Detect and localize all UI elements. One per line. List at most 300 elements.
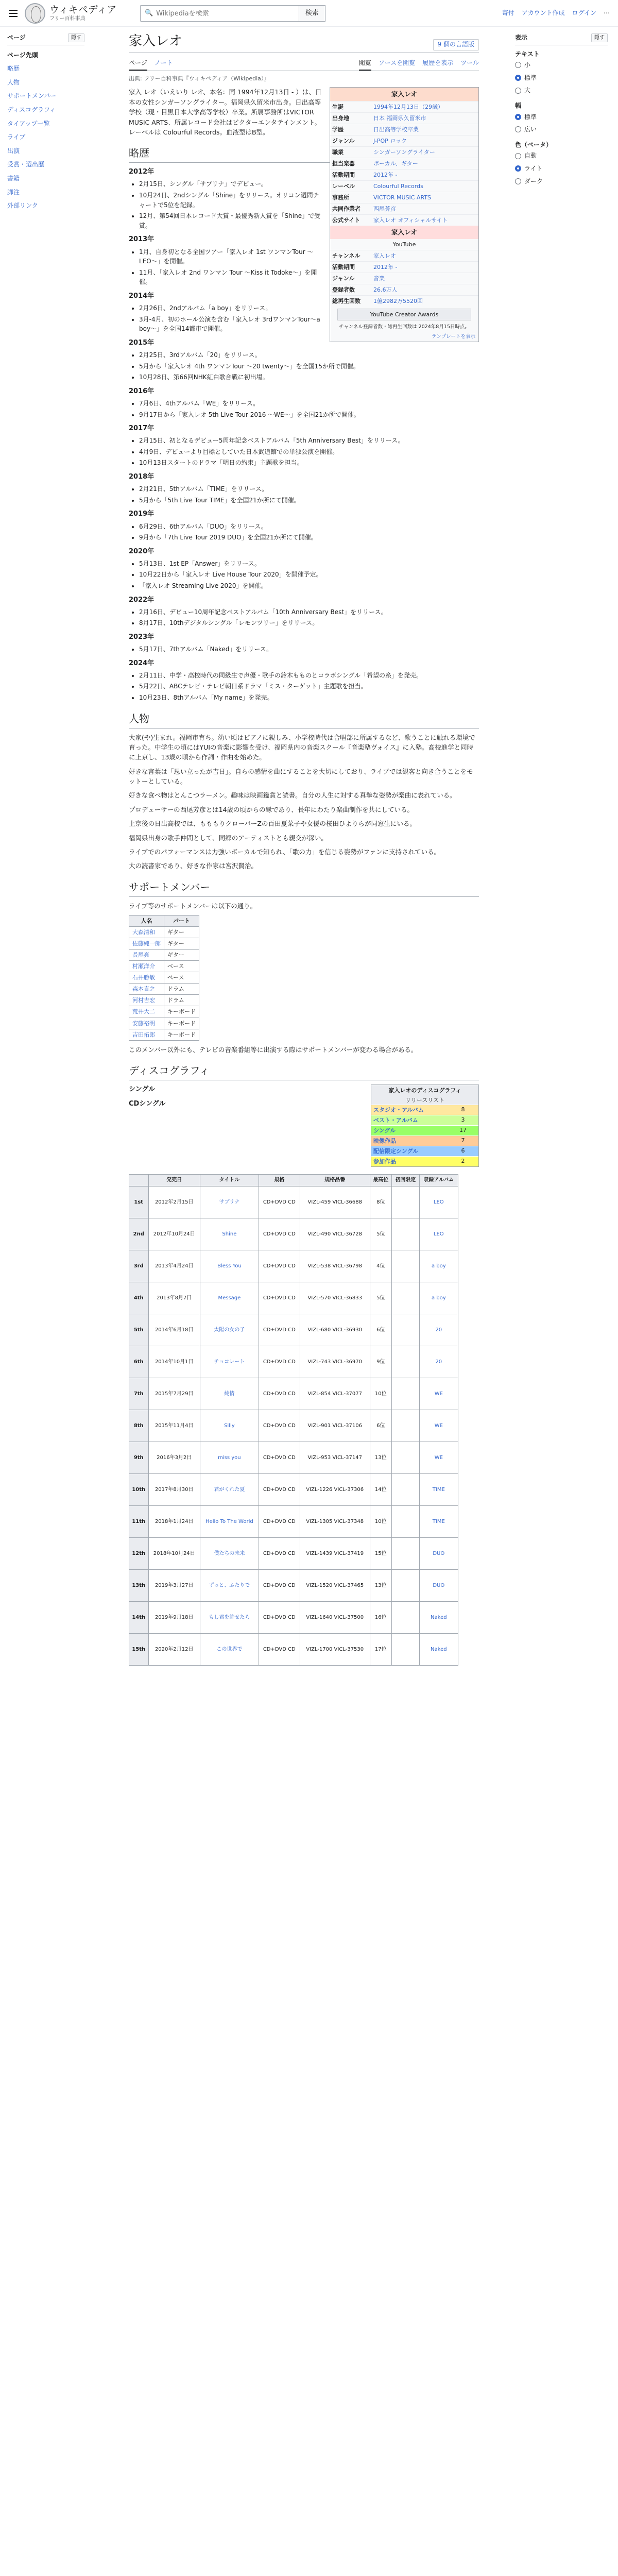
- page-title: 家入レオ: [129, 33, 183, 49]
- support-part: ドラム: [164, 984, 199, 995]
- single-cell: 6th: [129, 1346, 149, 1378]
- section-history-heading: 略歴: [129, 145, 479, 163]
- history-list: [139, 645, 479, 654]
- radio-icon[interactable]: [515, 153, 521, 159]
- single-cell: [391, 1346, 419, 1378]
- infobox-row: [330, 158, 478, 169]
- support-name[interactable]: 森本直之: [129, 984, 164, 995]
- single-row: [129, 1601, 458, 1633]
- text-size-label: 標準: [524, 74, 537, 81]
- history-item: • 2月15日、シングル「サブリナ」でデビュー。: [139, 179, 479, 189]
- history-item: • 4月9日、デビューより目標としていた日本武道館での単独公演を開催。: [139, 447, 479, 457]
- appearance-title: 表示: [515, 34, 528, 41]
- youtube-row: [330, 250, 478, 261]
- single-cell: 2020年2月12日: [148, 1633, 200, 1665]
- history-item: • 5月17日、7thアルバム「Naked」をリリース。: [139, 645, 479, 654]
- person-paragraph: 福岡県出身の歌手仲間として、同郷のアーティストとも親交が深い。: [129, 834, 328, 842]
- single-cell: VIZL-538 VICL-36798: [300, 1250, 370, 1282]
- history-list: [139, 607, 479, 628]
- discography-count-row: [371, 1146, 478, 1156]
- tab-tools[interactable]: ツール: [460, 59, 479, 66]
- search-icon: 🔍: [145, 9, 153, 17]
- infobox-key: 職業: [332, 149, 344, 156]
- single-cell[interactable]: Silly: [200, 1410, 259, 1442]
- infobox-key: レーベル: [332, 183, 355, 190]
- single-cell: CD+DVD CD: [259, 1186, 300, 1218]
- discography-type[interactable]: スタジオ・アルバム: [373, 1107, 424, 1114]
- single-cell[interactable]: DUO: [419, 1569, 458, 1601]
- history-item: • 10月13日スタートのドラマ「明日の約束」主題歌を担当。: [139, 458, 479, 468]
- history-item: • 5月22日、ABCテレビ・テレビ朝日系ドラマ「ミス・ターゲット」主題歌を担当。: [139, 682, 479, 691]
- support-row: [129, 972, 199, 984]
- tab-page[interactable]: ページ: [129, 56, 147, 71]
- discography-count: 6: [461, 1147, 465, 1155]
- width-option[interactable]: [515, 123, 608, 136]
- single-cell[interactable]: もし君を許せたら: [200, 1601, 259, 1633]
- discography-count-row: [371, 1136, 478, 1146]
- support-row: [129, 927, 199, 938]
- single-row: [129, 1378, 458, 1410]
- single-cell: 11th: [129, 1505, 149, 1537]
- support-name[interactable]: 吉田拓郎: [129, 1029, 164, 1040]
- single-cell: 10位: [370, 1378, 391, 1410]
- youtube-key: ジャンル: [332, 275, 355, 282]
- discography-count: 17: [459, 1127, 467, 1134]
- radio-icon[interactable]: [515, 88, 521, 94]
- radio-icon[interactable]: [515, 165, 521, 172]
- single-cell[interactable]: a boy: [419, 1250, 458, 1282]
- youtube-key: 総再生回数: [332, 297, 360, 304]
- single-cell: VIZL-953 VICL-37147: [300, 1442, 370, 1473]
- more-options-icon[interactable]: ⋯: [604, 9, 610, 16]
- infobox-ext-value[interactable]: 西尾芳彦: [373, 206, 396, 213]
- person-paragraph: プロデューサーの西尾芳彦とは14歳の頃からの縁であり、長年にわたり楽曲制作を共にしている。: [129, 805, 414, 814]
- singles-col-header: 初回限定: [391, 1175, 419, 1187]
- language-button[interactable]: 9 個の言語版: [433, 39, 479, 50]
- single-cell: CD+DVD CD: [259, 1218, 300, 1250]
- single-cell: 17位: [370, 1633, 391, 1665]
- infobox-row: [330, 146, 478, 158]
- toc-item[interactable]: 脚注: [7, 188, 20, 196]
- site-logo[interactable]: [25, 3, 116, 24]
- singles-heading: シングル: [129, 1085, 156, 1093]
- infobox-value[interactable]: 1994年12月13日（29歳）: [373, 103, 443, 110]
- toc-item[interactable]: タイアップ一覧: [7, 120, 50, 127]
- single-cell: [391, 1250, 419, 1282]
- toc-item[interactable]: 出演: [7, 147, 20, 155]
- discography-count-row: [371, 1105, 478, 1115]
- single-row: [129, 1505, 458, 1537]
- history-item: • 1月、自身初となる全国ツアー「家入レオ 1st ワンマンTour ～LEO～」を開催。: [139, 247, 479, 266]
- site-title: ウィキペディア: [49, 4, 117, 15]
- tab-history[interactable]: 履歴を表示: [422, 59, 454, 66]
- color-option[interactable]: [515, 149, 608, 162]
- toc-item[interactable]: サポートメンバー: [7, 92, 57, 100]
- page-tabs: [129, 56, 479, 72]
- single-cell: 2015年7月29日: [148, 1378, 200, 1410]
- single-cell: CD+DVD CD: [259, 1569, 300, 1601]
- infobox-key: 事務所: [332, 194, 349, 201]
- history-year-heading: 2024年: [129, 659, 154, 667]
- infobox: [330, 87, 479, 342]
- single-cell: CD+DVD CD: [259, 1537, 300, 1569]
- history-list: [139, 559, 479, 591]
- single-cell: 13位: [370, 1442, 391, 1473]
- toc-item[interactable]: 人物: [7, 78, 20, 86]
- single-cell: 14th: [129, 1601, 149, 1633]
- infobox-value[interactable]: 日出高等学校卒業: [373, 126, 419, 133]
- toc-item[interactable]: ページ先頭: [7, 51, 38, 59]
- single-cell: VIZL-1520 VICL-37465: [300, 1569, 370, 1601]
- single-cell: 2nd: [129, 1218, 149, 1250]
- single-cell: VIZL-1640 VICL-37500: [300, 1601, 370, 1633]
- single-cell[interactable]: DUO: [419, 1537, 458, 1569]
- single-row: [129, 1314, 458, 1346]
- single-cell: VIZL-854 VICL-37077: [300, 1378, 370, 1410]
- tab-read[interactable]: 閲覧: [359, 56, 371, 71]
- singles-col-header: [129, 1175, 149, 1187]
- section-support-heading: サポートメンバー: [129, 879, 479, 897]
- discography-type[interactable]: シングル: [373, 1127, 396, 1134]
- create-account-link[interactable]: アカウント作成: [521, 9, 565, 16]
- discography-type[interactable]: 参加作品: [373, 1158, 396, 1165]
- radio-icon[interactable]: [515, 114, 521, 120]
- radio-icon[interactable]: [515, 178, 521, 184]
- radio-icon[interactable]: [515, 75, 521, 81]
- single-cell[interactable]: Naked: [419, 1601, 458, 1633]
- single-cell: CD+DVD CD: [259, 1282, 300, 1314]
- single-cell[interactable]: サブリナ: [200, 1186, 259, 1218]
- support-col-name: 人名: [129, 916, 164, 927]
- single-cell[interactable]: チョコレート: [200, 1346, 259, 1378]
- infobox-ext-value[interactable]: 家入レオ オフィシャルサイト: [373, 217, 448, 224]
- single-cell[interactable]: TIME: [419, 1473, 458, 1505]
- single-cell: 5位: [370, 1282, 391, 1314]
- discography-box-title: 家入レオのディスコグラフィ: [371, 1085, 478, 1096]
- single-cell[interactable]: 僕たちの未来: [200, 1537, 259, 1569]
- history-year-heading: 2018年: [129, 473, 154, 481]
- youtube-row: [330, 284, 478, 295]
- single-cell[interactable]: WE: [419, 1410, 458, 1442]
- infobox-value[interactable]: 2012年 -: [373, 172, 398, 179]
- single-cell[interactable]: LEO: [419, 1218, 458, 1250]
- single-cell[interactable]: WE: [419, 1378, 458, 1410]
- single-cell: [391, 1186, 419, 1218]
- toc-item[interactable]: ライブ: [7, 133, 26, 141]
- toc-item[interactable]: 受賞・選出歴: [7, 161, 45, 168]
- color-option[interactable]: [515, 175, 608, 188]
- section-person-heading: 人物: [129, 711, 479, 728]
- single-cell[interactable]: 君がくれた夏: [200, 1473, 259, 1505]
- main-menu-icon[interactable]: [7, 7, 20, 20]
- wikipedia-globe-icon: [25, 3, 45, 24]
- discography-count-row: [371, 1156, 478, 1166]
- singles-col-header: タイトル: [200, 1175, 259, 1187]
- infobox-key: 学歴: [332, 126, 344, 133]
- support-part: ギター: [164, 950, 199, 961]
- single-cell[interactable]: miss you: [200, 1442, 259, 1473]
- single-cell[interactable]: LEO: [419, 1186, 458, 1218]
- history-list: [139, 484, 479, 505]
- single-cell: 14位: [370, 1473, 391, 1505]
- single-cell[interactable]: 純情: [200, 1378, 259, 1410]
- support-part: キーボード: [164, 1029, 199, 1040]
- history-item: • 「家入レオ Streaming Live 2020」を開催。: [139, 581, 479, 591]
- single-cell[interactable]: 20: [419, 1346, 458, 1378]
- header-links: [502, 8, 610, 18]
- infobox-value[interactable]: 日本 福岡県久留米市: [373, 114, 426, 122]
- single-cell: VIZL-743 VICL-36970: [300, 1346, 370, 1378]
- toc-item[interactable]: 外部リンク: [7, 202, 38, 210]
- single-cell: VIZL-901 VICL-37106: [300, 1410, 370, 1442]
- single-cell[interactable]: Shine: [200, 1218, 259, 1250]
- history-item: • 2月21日、5thアルバム「TIME」をリリース。: [139, 484, 479, 494]
- site-subtitle: フリー百科事典: [49, 15, 85, 22]
- infobox-key: ジャンル: [332, 137, 355, 144]
- person-paragraph: 上京後の日出高校では、もももりクローバーZの百田夏菜子や女優の桜田ひよりらが同窓生にいる。: [129, 820, 416, 828]
- single-row: [129, 1442, 458, 1473]
- history-item: • 8月17日、10thデジタルシングル「レモンツリー」をリリース。: [139, 618, 479, 628]
- support-col-part: パート: [164, 916, 199, 927]
- infobox-key: 担当楽器: [332, 160, 355, 167]
- single-cell: VIZL-490 VICL-36728: [300, 1218, 370, 1250]
- person-paragraph: 大家(や)生まれ。福岡市育ち。幼い頃はピアノに親しみ、小学校時代は合唱部に所属するなど、歌うことに触れる環境で育った。中学生の頃にはYUIの音楽に影響を受け、福岡県内の音楽スクール『音楽塾ヴォイス』に入塾。高校進学と同時に上京し、13歳の頃から作詞・作曲を始めた。: [129, 733, 475, 761]
- discography-type[interactable]: ベスト・アルバム: [373, 1117, 418, 1124]
- youtube-value[interactable]: 2012年 -: [373, 263, 398, 270]
- single-cell: 9th: [129, 1442, 149, 1473]
- single-cell: 2018年10月24日: [148, 1537, 200, 1569]
- single-cell: VIZL-459 VICL-36688: [300, 1186, 370, 1218]
- support-name[interactable]: 佐藤純一郎: [129, 938, 164, 950]
- single-row: [129, 1569, 458, 1601]
- single-cell: 3rd: [129, 1250, 149, 1282]
- single-cell[interactable]: ずっと、ふたりで: [200, 1569, 259, 1601]
- single-row: [129, 1473, 458, 1505]
- infobox-ext-row: [330, 203, 478, 214]
- support-part: キーボード: [164, 1018, 199, 1029]
- support-name[interactable]: 荒井大二: [129, 1006, 164, 1018]
- single-cell: 13th: [129, 1569, 149, 1601]
- text-size-label: 小: [524, 61, 531, 69]
- single-cell: 2015年11月4日: [148, 1410, 200, 1442]
- text-size-option[interactable]: [515, 84, 608, 97]
- history-year-heading: 2012年: [129, 168, 154, 176]
- person-paragraph: 好きな言葉は「思い立ったが吉日」。自らの感情を曲にすることを大切にしており、ライブでは観客と向き合うことをモットーとしている。: [129, 767, 473, 786]
- history-item: • 10月24日、2ndシングル「Shine」をリリース。オリコン週間チャートで5位を記録。: [139, 191, 479, 210]
- single-row: [129, 1250, 458, 1282]
- history-item: • 5月から「家入レオ 4th ワンマンTour ～20 twenty～」を全国15か所で開催。: [139, 362, 479, 371]
- support-name[interactable]: 河村吉宏: [129, 995, 164, 1006]
- discography-summary-box: [371, 1084, 479, 1167]
- width-label: 標準: [524, 113, 537, 121]
- single-row: [129, 1633, 458, 1665]
- toc-hide-button[interactable]: 隠す: [68, 33, 84, 43]
- history-list: [139, 436, 479, 468]
- infobox-key: 出身地: [332, 114, 349, 122]
- person-paragraph: 好きな食べ物はとんこつラーメン。趣味は映画鑑賞と読書。自分の人生に対する真摯な姿勢が楽曲に表れている。: [129, 791, 456, 800]
- single-cell: 15位: [370, 1537, 391, 1569]
- color-option[interactable]: [515, 162, 608, 175]
- width-option[interactable]: [515, 111, 608, 124]
- single-row: [129, 1410, 458, 1442]
- youtube-value[interactable]: 家入レオ: [373, 252, 396, 259]
- singles-col-header: 最高位: [370, 1175, 391, 1187]
- single-cell: 2019年3月27日: [148, 1569, 200, 1601]
- article-source-note: 出典: フリー百科事典『ウィキペディア（Wikipedia）』: [129, 75, 270, 82]
- donate-link[interactable]: 寄付: [502, 9, 514, 16]
- history-year-heading: 2017年: [129, 425, 154, 433]
- single-cell[interactable]: 太陽の女の子: [200, 1314, 259, 1346]
- discography-count: 7: [461, 1137, 465, 1144]
- single-cell[interactable]: この世界で: [200, 1633, 259, 1665]
- single-cell: VIZL-1305 VICL-37348: [300, 1505, 370, 1537]
- support-note: このメンバー以外にも、テレビの音楽番組等に出演する際はサポートメンバーが変わる場合がある。: [129, 1045, 418, 1054]
- intro-paragraph: 家入 レオ（いえいり レオ、本名：同 1994年12月13日 - ）は、日本の女性シンガーソングライター。福岡県久留米市出身。日出高等学校（現・目黒日本大学高等学校）卒業。所属事務所はVICTOR MUSIC ARTS、所属レコード会社はビクターエンタテインメント。レーベルは Colourful Records。血液型はB型。: [129, 88, 322, 136]
- infobox-value[interactable]: VICTOR MUSIC ARTS: [373, 194, 431, 201]
- toc-item[interactable]: 書籍: [7, 174, 20, 182]
- support-part: ドラム: [164, 995, 199, 1006]
- infobox-key: 生誕: [332, 103, 344, 110]
- section-discography-heading: ディスコグラフィ: [129, 1063, 479, 1080]
- appearance-hide-button[interactable]: 隠す: [591, 33, 608, 43]
- radio-icon[interactable]: [515, 126, 521, 132]
- discography-count-row: [371, 1125, 478, 1136]
- single-cell: 4th: [129, 1282, 149, 1314]
- infobox-value[interactable]: ボーカル、ギター: [373, 160, 418, 167]
- support-name[interactable]: 村瀬洋介: [129, 961, 164, 972]
- search-input[interactable]: [156, 10, 299, 18]
- single-cell: [391, 1633, 419, 1665]
- youtube-award-button[interactable]: YouTube Creator Awards: [337, 309, 471, 320]
- history-item: • 2月11日、中学・高校時代の同級生で声優・歌手の鈴木もものとコラボシングル「希望の糸」を発売。: [139, 671, 479, 681]
- infobox-row: [330, 192, 478, 203]
- single-cell: 2019年9月18日: [148, 1601, 200, 1633]
- single-cell: [391, 1378, 419, 1410]
- single-cell[interactable]: Hello To The World: [200, 1505, 259, 1537]
- infobox-row: [330, 135, 478, 146]
- history-item: • 2月16日、デビュー10周年記念ベストアルバム「10th Anniversary Best」をリリース。: [139, 607, 479, 617]
- single-cell[interactable]: Bless You: [200, 1250, 259, 1282]
- history-item: • 9月17日から「家入レオ 5th Live Tour 2016 ～WE～」を全国21か所で開催。: [139, 410, 479, 420]
- single-cell: 2017年8月30日: [148, 1473, 200, 1505]
- history-year-heading: 2016年: [129, 387, 154, 395]
- history-item: • 9月から「7th Live Tour 2019 DUO」を全国21か所にて開催。: [139, 533, 479, 543]
- site-header: [0, 0, 618, 27]
- text-size-option[interactable]: [515, 72, 608, 84]
- history-item: • 2月26日、2ndアルバム「a boy」をリリース。: [139, 303, 479, 313]
- youtube-row: [330, 295, 478, 307]
- support-name[interactable]: 石井勝敏: [129, 972, 164, 984]
- text-size-label: テキスト: [515, 50, 540, 58]
- single-cell[interactable]: 20: [419, 1314, 458, 1346]
- support-name[interactable]: 安藤裕明: [129, 1018, 164, 1029]
- discography-type[interactable]: 配信限定シングル: [373, 1148, 419, 1155]
- tab-view-source[interactable]: ソースを閲覧: [378, 59, 416, 66]
- single-cell: [391, 1282, 419, 1314]
- infobox-row: [330, 180, 478, 192]
- single-cell: CD+DVD CD: [259, 1505, 300, 1537]
- support-name[interactable]: 長尾亮: [129, 950, 164, 961]
- single-cell: [391, 1410, 419, 1442]
- youtube-row: [330, 273, 478, 284]
- support-part: ベース: [164, 961, 199, 972]
- single-cell: [391, 1218, 419, 1250]
- single-cell: VIZL-1226 VICL-37306: [300, 1473, 370, 1505]
- template-link[interactable]: テンプレートを表示: [432, 333, 475, 340]
- tab-talk[interactable]: ノート: [154, 59, 173, 66]
- single-cell: 9位: [370, 1346, 391, 1378]
- support-part: ギター: [164, 927, 199, 938]
- single-cell: VIZL-570 VICL-36833: [300, 1282, 370, 1314]
- single-cell: 8th: [129, 1410, 149, 1442]
- support-row: [129, 961, 199, 972]
- login-link[interactable]: ログイン: [572, 9, 596, 16]
- radio-icon[interactable]: [515, 62, 521, 68]
- support-row: [129, 1006, 199, 1018]
- single-cell: 12th: [129, 1537, 149, 1569]
- single-cell: CD+DVD CD: [259, 1346, 300, 1378]
- history-item: • 3月-4月、初のホール公演を含む「家入レオ 3rdワンマンTour～a boy～」を全国14都市で開催。: [139, 315, 479, 334]
- support-name[interactable]: 大森清和: [129, 927, 164, 938]
- history-list: [139, 350, 479, 382]
- infobox-row: [330, 101, 478, 112]
- history-year-heading: 2015年: [129, 338, 154, 347]
- toc-item[interactable]: 略歴: [7, 65, 20, 73]
- single-cell: 10th: [129, 1473, 149, 1505]
- discography-box-subtitle: リリースリスト: [371, 1096, 478, 1105]
- infobox-title: 家入レオ: [330, 88, 478, 100]
- single-cell[interactable]: WE: [419, 1442, 458, 1473]
- single-cell[interactable]: Naked: [419, 1633, 458, 1665]
- single-cell: 13位: [370, 1569, 391, 1601]
- single-cell[interactable]: Message: [200, 1282, 259, 1314]
- toc-title: ページ: [7, 34, 26, 41]
- single-cell: 5th: [129, 1314, 149, 1346]
- single-cell: 5位: [370, 1218, 391, 1250]
- single-cell: 1st: [129, 1186, 149, 1218]
- single-cell[interactable]: TIME: [419, 1505, 458, 1537]
- history-item: • 5月13日、1st EP「Answer」をリリース。: [139, 559, 479, 569]
- search-field[interactable]: [140, 5, 299, 22]
- single-cell[interactable]: a boy: [419, 1282, 458, 1314]
- single-cell: 7th: [129, 1378, 149, 1410]
- text-size-option[interactable]: [515, 59, 608, 72]
- person-paragraph: ライブでのパフォーマンスは力強いボーカルで知られ、「歌の力」を信じる姿勢がファンに支持されている。: [129, 848, 441, 856]
- infobox-value[interactable]: J-POP ロック: [373, 137, 407, 144]
- support-intro: ライブ等のサポートメンバーは以下の通り。: [129, 902, 257, 910]
- singles-col-header: 規格: [259, 1175, 300, 1187]
- discography-type[interactable]: 映像作品: [373, 1138, 396, 1145]
- search-button[interactable]: 検索: [299, 5, 325, 22]
- color-label: 自動: [524, 152, 537, 160]
- singles-col-header: 収録アルバム: [419, 1175, 458, 1187]
- history-year-heading: 2020年: [129, 547, 154, 555]
- youtube-value[interactable]: 1億2982万5520回: [373, 297, 423, 304]
- youtube-value[interactable]: 26.6万人: [373, 286, 398, 293]
- single-row: [129, 1282, 458, 1314]
- youtube-value[interactable]: 音楽: [373, 275, 385, 282]
- cd-singles-heading: CDシングル: [129, 1100, 166, 1108]
- infobox-value[interactable]: Colourful Records: [373, 183, 423, 190]
- toc-item[interactable]: ディスコグラフィ: [7, 106, 56, 113]
- single-cell: 8位: [370, 1186, 391, 1218]
- discography-count: 2: [461, 1158, 465, 1165]
- single-cell: 2012年10月24日: [148, 1218, 200, 1250]
- single-cell: [391, 1442, 419, 1473]
- infobox-value[interactable]: シンガーソングライター: [373, 149, 435, 156]
- history-list: [139, 399, 479, 419]
- single-cell: CD+DVD CD: [259, 1250, 300, 1282]
